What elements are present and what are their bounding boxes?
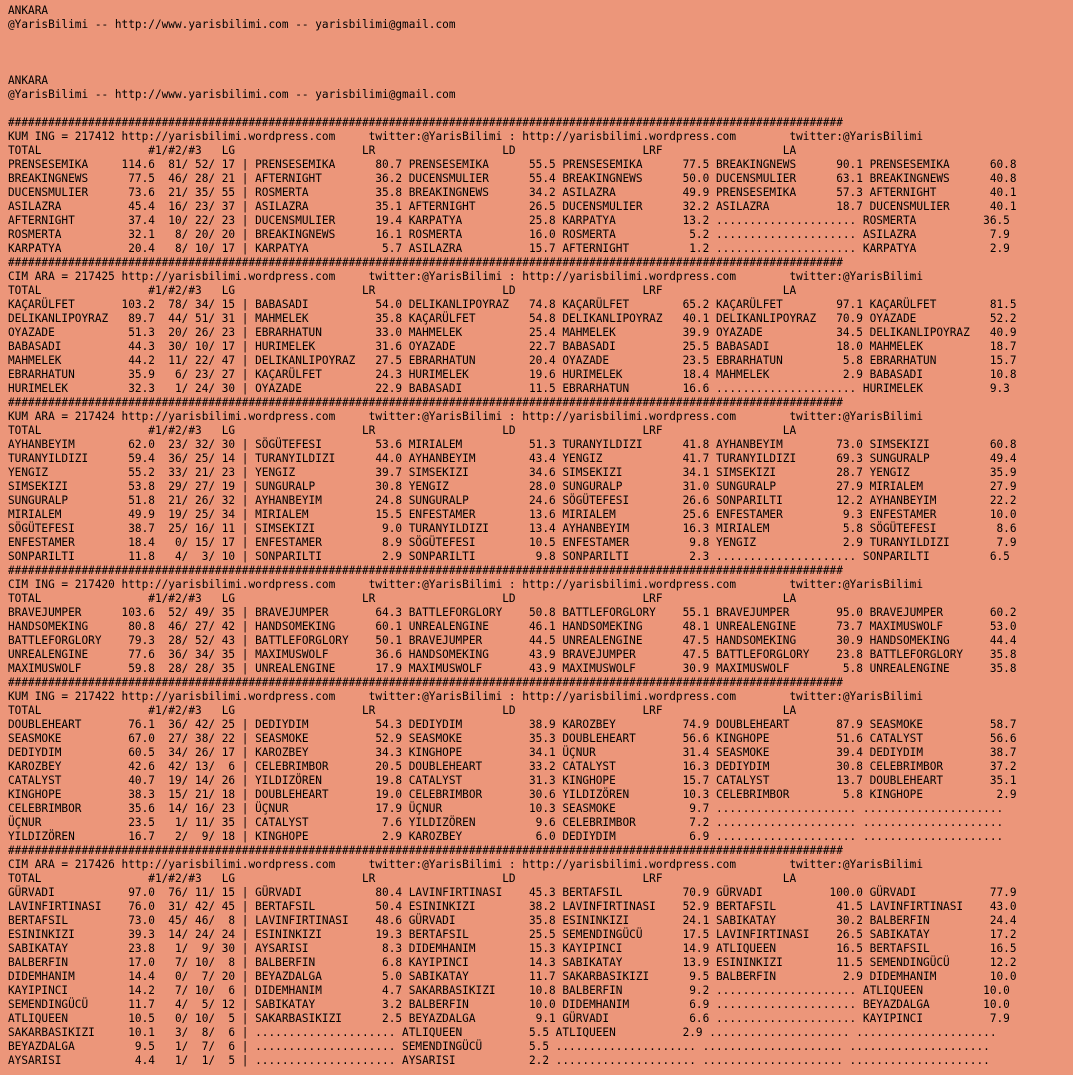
column-header-line: TOTAL #1/#2/#3 LG LR LD LRF LA: [8, 284, 797, 297]
result-row: KINGHOPE 38.3 15/ 21/ 18 | DOUBLEHEART 19.0 CELEBRIMBOR 30.6 YILDIZÖREN 10.3 CELEBRIMBOR 5.8 KINGHOPE 2.9: [8, 788, 1017, 801]
result-row: SABIKATAY 23.8 1/ 9/ 30 | AYSARISI 8.3 DIDEMHANIM 15.3 KAYIPINCI 14.9 ATLIQUEEN 16.5 BERTAFSIL 16.5: [8, 942, 1017, 955]
result-row: AFTERNIGHT 37.4 10/ 22/ 23 | DUCENSMULIER 19.4 KARPATYA 25.8 KARPATYA 13.2 ..................... ROSMERTA 36.5: [8, 214, 1010, 227]
race-header-line: KUM ING = 217412 http://yarisbilimi.wordpress.com twitter:@YarisBilimi : http://yarisbilimi.wordpress.com twitter:@YarisBilimi: [8, 130, 924, 143]
blank-line: [8, 60, 1073, 74]
result-row: ESININKIZI 39.3 14/ 24/ 24 | ESININKIZI 19.3 BERTAFSIL 25.5 SEMENDINGÜCÜ 17.5 LAVINFIRTINASI 26.5 SABIKATAY 17.2: [8, 928, 1017, 941]
result-row: DOUBLEHEART 76.1 36/ 42/ 25 | DEDIYDIM 54.3 DEDIYDIM 38.9 KAROZBEY 74.9 DOUBLEHEART 87.9 SEASMOKE 58.7: [8, 718, 1017, 731]
result-row: BRAVEJUMPER 103.6 52/ 49/ 35 | BRAVEJUMPER 64.3 BATTLEFORGLORY 50.8 BATTLEFORGLORY 55.1 BRAVEJUMPER 95.0 BRAVEJUMPER 60.2: [8, 606, 1017, 619]
result-row: TURANYILDIZI 59.4 36/ 25/ 14 | TURANYILDIZI 44.0 AYHANBEYIM 43.4 YENGIZ 41.7 TURANYILDIZI 69.3 SUNGURALP 49.4: [8, 452, 1017, 465]
text-line: @YarisBilimi -- http://www.yarisbilimi.com -- yarisbilimi@gmail.com: [8, 88, 456, 101]
result-row: KARPATYA 20.4 8/ 10/ 17 | KARPATYA 5.7 ASILAZRA 15.7 AFTERNIGHT 1.2 ..................... KARPATYA 2.9: [8, 242, 1010, 255]
separator-line: #############################################################################################################################: [8, 396, 843, 409]
result-row: AYSARISI 4.4 1/ 1/ 5 | ..................... AYSARISI 2.2 ..................... ..................... .....................: [8, 1054, 990, 1067]
race-header-line: CIM ING = 217420 http://yarisbilimi.wordpress.com twitter:@YarisBilimi : http://yarisbilimi.wordpress.com twitter:@YarisBilimi: [8, 578, 924, 591]
result-row: MIRIALEM 49.9 19/ 25/ 34 | MIRIALEM 15.5 ENFESTAMER 13.6 MIRIALEM 25.6 ENFESTAMER 9.3 ENFESTAMER 10.0: [8, 508, 1017, 521]
result-row: CELEBRIMBOR 35.6 14/ 16/ 23 | ÜÇNUR 17.9 ÜÇNUR 10.3 SEASMOKE 9.7 ..................... .....................: [8, 802, 1004, 815]
blank-line: [8, 46, 1073, 60]
result-row: BEYAZDALGA 9.5 1/ 7/ 6 | ..................... SEMENDINGÜCÜ 5.5 ..................... ..................... .....................: [8, 1040, 990, 1053]
result-row: KAÇARÜLFET 103.2 78/ 34/ 15 | BABASADI 54.0 DELIKANLIPOYRAZ 74.8 KAÇARÜLFET 65.2 KAÇARÜLFET 97.1 KAÇARÜLFET 81.5: [8, 298, 1017, 311]
result-row: GÜRVADI 97.0 76/ 11/ 15 | GÜRVADI 80.4 LAVINFIRTINASI 45.3 BERTAFSIL 70.9 GÜRVADI 100.0 GÜRVADI 77.9: [8, 886, 1017, 899]
race-header-line: KUM ING = 217422 http://yarisbilimi.wordpress.com twitter:@YarisBilimi : http://yarisbilimi.wordpress.com twitter:@YarisBilimi: [8, 690, 924, 703]
result-row: BREAKINGNEWS 77.5 46/ 28/ 21 | AFTERNIGHT 36.2 DUCENSMULIER 55.4 BREAKINGNEWS 50.0 DUCENSMULIER 63.1 BREAKINGNEWS 40.8: [8, 172, 1017, 185]
result-row: LAVINFIRTINASI 76.0 31/ 42/ 45 | BERTAFSIL 50.4 ESININKIZI 38.2 LAVINFIRTINASI 52.9 BERTAFSIL 41.5 LAVINFIRTINASI 43.0: [8, 900, 1017, 913]
blank-line: [8, 102, 1073, 116]
result-row: ROSMERTA 32.1 8/ 20/ 20 | BREAKINGNEWS 16.1 ROSMERTA 16.0 ROSMERTA 5.2 ..................... ASILAZRA 7.9: [8, 228, 1010, 241]
result-row: AYHANBEYIM 62.0 23/ 32/ 30 | SÖGÜTEFESI 53.6 MIRIALEM 51.3 TURANYILDIZI 41.8 AYHANBEYIM 73.0 SIMSEKIZI 60.8: [8, 438, 1017, 451]
text-line: ANKARA: [8, 74, 49, 87]
result-row: DEDIYDIM 60.5 34/ 26/ 17 | KAROZBEY 34.3 KINGHOPE 34.1 ÜÇNUR 31.4 SEASMOKE 39.4 DEDIYDIM 38.7: [8, 746, 1017, 759]
text-line: @YarisBilimi -- http://www.yarisbilimi.com -- yarisbilimi@gmail.com: [8, 18, 456, 31]
result-row: SÖGÜTEFESI 38.7 25/ 16/ 11 | SIMSEKIZI 9.0 TURANYILDIZI 13.4 AYHANBEYIM 16.3 MIRIALEM 5.8 SÖGÜTEFESI 8.6: [8, 522, 1017, 535]
race-header-line: CIM ARA = 217425 http://yarisbilimi.wordpress.com twitter:@YarisBilimi : http://yarisbilimi.wordpress.com twitter:@YarisBilimi: [8, 270, 924, 283]
result-row: EBRARHATUN 35.9 6/ 23/ 27 | KAÇARÜLFET 24.3 HURIMELEK 19.6 HURIMELEK 18.4 MAHMELEK 2.9 BABASADI 10.8: [8, 368, 1017, 381]
result-row: ASILAZRA 45.4 16/ 23/ 37 | ASILAZRA 35.1 AFTERNIGHT 26.5 DUCENSMULIER 32.2 ASILAZRA 18.7 DUCENSMULIER 40.1: [8, 200, 1017, 213]
column-header-line: TOTAL #1/#2/#3 LG LR LD LRF LA: [8, 872, 797, 885]
blank-line: [8, 32, 1073, 46]
separator-line: #############################################################################################################################: [8, 256, 843, 269]
result-row: YILDIZÖREN 16.7 2/ 9/ 18 | KINGHOPE 2.9 KAROZBEY 6.0 DEDIYDIM 6.9 ..................... .....................: [8, 830, 1004, 843]
result-row: DUCENSMULIER 73.6 21/ 35/ 55 | ROSMERTA 35.8 BREAKINGNEWS 34.2 ASILAZRA 49.9 PRENSESEMIKA 57.3 AFTERNIGHT 40.1: [8, 186, 1017, 199]
result-row: ATLIQUEEN 10.5 0/ 10/ 5 | SAKARBASIKIZI 2.5 BEYAZDALGA 9.1 GÜRVADI 6.6 ..................... KAYIPINCI 7.9: [8, 1012, 1010, 1025]
result-row: DIDEMHANIM 14.4 0/ 7/ 20 | BEYAZDALGA 5.0 SABIKATAY 11.7 SAKARBASIKIZI 9.5 BALBERFIN 2.9 DIDEMHANIM 10.0: [8, 970, 1017, 983]
column-header-line: TOTAL #1/#2/#3 LG LR LD LRF LA: [8, 592, 797, 605]
result-row: MAHMELEK 44.2 11/ 22/ 47 | DELIKANLIPOYRAZ 27.5 EBRARHATUN 20.4 OYAZADE 23.5 EBRARHATUN 5.8 EBRARHATUN 15.7: [8, 354, 1017, 367]
separator-line: #############################################################################################################################: [8, 676, 843, 689]
result-row: OYAZADE 51.3 20/ 26/ 23 | EBRARHATUN 33.0 MAHMELEK 25.4 MAHMELEK 39.9 OYAZADE 34.5 DELIKANLIPOYRAZ 40.9: [8, 326, 1017, 339]
race-header-line: KUM ARA = 217424 http://yarisbilimi.wordpress.com twitter:@YarisBilimi : http://yarisbilimi.wordpress.com twitter:@YarisBilimi: [8, 410, 924, 423]
result-row: SAKARBASIKIZI 10.1 3/ 8/ 6 | ..................... ATLIQUEEN 5.5 ATLIQUEEN 2.9 ..................... .....................: [8, 1026, 997, 1039]
result-row: YENGIZ 55.2 33/ 21/ 23 | YENGIZ 39.7 SIMSEKIZI 34.6 SIMSEKIZI 34.1 SIMSEKIZI 28.7 YENGIZ 35.9: [8, 466, 1017, 479]
result-row: PRENSESEMIKA 114.6 81/ 52/ 17 | PRENSESEMIKA 80.7 PRENSESEMIKA 55.5 PRENSESEMIKA 77.5 BREAKINGNEWS 90.1 PRENSESEMIKA 60.8: [8, 158, 1017, 171]
separator-line: #############################################################################################################################: [8, 116, 843, 129]
result-row: MAXIMUSWOLF 59.8 28/ 28/ 35 | UNREALENGINE 17.9 MAXIMUSWOLF 43.9 MAXIMUSWOLF 30.9 MAXIMUSWOLF 5.8 UNREALENGINE 35.8: [8, 662, 1017, 675]
result-row: CATALYST 40.7 19/ 14/ 26 | YILDIZÖREN 19.8 CATALYST 31.3 KINGHOPE 15.7 CATALYST 13.7 DOUBLEHEART 35.1: [8, 774, 1017, 787]
result-row: ENFESTAMER 18.4 0/ 15/ 17 | ENFESTAMER 8.9 SÖGÜTEFESI 10.5 ENFESTAMER 9.8 YENGIZ 2.9 TURANYILDIZI 7.9: [8, 536, 1017, 549]
result-row: HURIMELEK 32.3 1/ 24/ 30 | OYAZADE 22.9 BABASADI 11.5 EBRARHATUN 16.6 ..................... HURIMELEK 9.3: [8, 382, 1010, 395]
text-line: ANKARA: [8, 4, 49, 17]
separator-line: #############################################################################################################################: [8, 564, 843, 577]
result-row: BERTAFSIL 73.0 45/ 46/ 8 | LAVINFIRTINASI 48.6 GÜRVADI 35.8 ESININKIZI 24.1 SABIKATAY 30.2 BALBERFIN 24.4: [8, 914, 1017, 927]
column-header-line: TOTAL #1/#2/#3 LG LR LD LRF LA: [8, 424, 797, 437]
result-row: SONPARILTI 11.8 4/ 3/ 10 | SONPARILTI 2.9 SONPARILTI 9.8 SONPARILTI 2.3 ..................... SONPARILTI 6.5: [8, 550, 1010, 563]
result-row: SIMSEKIZI 53.8 29/ 27/ 19 | SUNGURALP 30.8 YENGIZ 28.0 SUNGURALP 31.0 SUNGURALP 27.9 MIRIALEM 27.9: [8, 480, 1017, 493]
result-row: ÜÇNUR 23.5 1/ 11/ 35 | CATALYST 7.6 YILDIZÖREN 9.6 CELEBRIMBOR 7.2 ..................... .....................: [8, 816, 1004, 829]
result-row: BATTLEFORGLORY 79.3 28/ 52/ 43 | BATTLEFORGLORY 50.1 BRAVEJUMPER 44.5 UNREALENGINE 47.5 HANDSOMEKING 30.9 HANDSOMEKING 44.4: [8, 634, 1017, 647]
result-row: SEASMOKE 67.0 27/ 38/ 22 | SEASMOKE 52.9 SEASMOKE 35.3 DOUBLEHEART 56.6 KINGHOPE 51.6 CATALYST 56.6: [8, 732, 1017, 745]
race-header-line: CIM ARA = 217426 http://yarisbilimi.wordpress.com twitter:@YarisBilimi : http://yarisbilimi.wordpress.com twitter:@YarisBilimi: [8, 858, 924, 871]
column-header-line: TOTAL #1/#2/#3 LG LR LD LRF LA: [8, 704, 797, 717]
column-header-line: TOTAL #1/#2/#3 LG LR LD LRF LA: [8, 144, 797, 157]
result-row: DELIKANLIPOYRAZ 89.7 44/ 51/ 31 | MAHMELEK 35.8 KAÇARÜLFET 54.8 DELIKANLIPOYRAZ 40.1 DELIKANLIPOYRAZ 70.9 OYAZADE 52.2: [8, 312, 1017, 325]
result-row: BALBERFIN 17.0 7/ 10/ 8 | BALBERFIN 6.8 KAYIPINCI 14.3 SABIKATAY 13.9 ESININKIZI 11.5 SEMENDINGÜCÜ 12.2: [8, 956, 1017, 969]
result-row: BABASADI 44.3 30/ 10/ 17 | HURIMELEK 31.6 OYAZADE 22.7 BABASADI 25.5 BABASADI 18.0 MAHMELEK 18.7: [8, 340, 1017, 353]
result-row: SEMENDINGÜCÜ 11.7 4/ 5/ 12 | SABIKATAY 3.2 BALBERFIN 10.0 DIDEMHANIM 6.9 ..................... BEYAZDALGA 10.0: [8, 998, 1010, 1011]
result-row: KAYIPINCI 14.2 7/ 10/ 6 | DIDEMHANIM 4.7 SAKARBASIKIZI 10.8 BALBERFIN 9.2 ..................... ATLIQUEEN 10.0: [8, 984, 1010, 997]
separator-line: #############################################################################################################################: [8, 844, 843, 857]
result-row: KAROZBEY 42.6 42/ 13/ 6 | CELEBRIMBOR 20.5 DOUBLEHEART 33.2 CATALYST 16.3 DEDIYDIM 30.8 CELEBRIMBOR 37.2: [8, 760, 1017, 773]
result-row: HANDSOMEKING 80.8 46/ 27/ 42 | HANDSOMEKING 60.1 UNREALENGINE 46.1 HANDSOMEKING 48.1 UNREALENGINE 73.7 MAXIMUSWOLF 53.0: [8, 620, 1017, 633]
result-row: SUNGURALP 51.8 21/ 26/ 32 | AYHANBEYIM 24.8 SUNGURALP 24.6 SÖGÜTEFESI 26.6 SONPARILTI 12.2 AYHANBEYIM 22.2: [8, 494, 1017, 507]
result-row: UNREALENGINE 77.6 36/ 34/ 35 | MAXIMUSWOLF 36.6 HANDSOMEKING 43.9 BRAVEJUMPER 47.5 BATTLEFORGLORY 23.8 BATTLEFORGLORY 35.8: [8, 648, 1017, 661]
